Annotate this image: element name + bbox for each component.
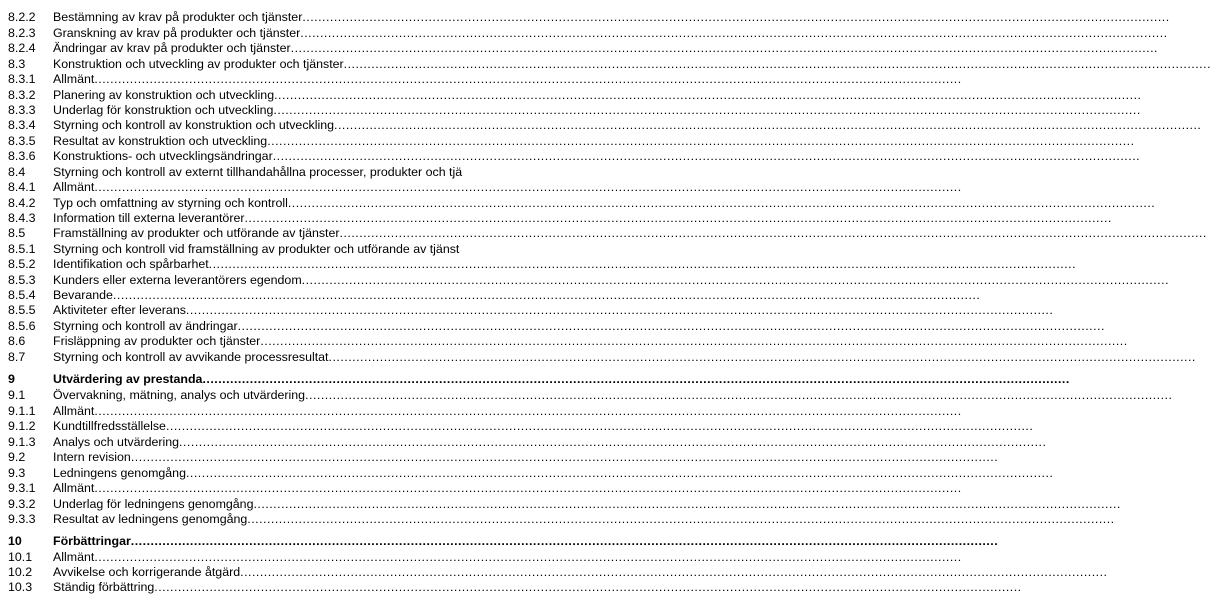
toc-entry-title: Underlag för konstruktion och utveckling <box>53 103 274 117</box>
toc-entry-title-line <box>53 579 1022 595</box>
toc-entry-title-line <box>53 496 1121 512</box>
toc-entry-title-line <box>53 511 1115 527</box>
toc-entry-number: 8.4.3 <box>8 211 36 225</box>
toc-dot-leader: ............................................................................................................................................................................................................................ <box>130 450 999 464</box>
toc-entry-title-line <box>53 133 1135 149</box>
toc-entry-title: Bevarande <box>53 288 113 302</box>
toc-entry-title: Ständig förbättring <box>53 580 155 594</box>
toc-entry[interactable] <box>0 418 1034 434</box>
toc-dot-leader: ............................................................................................................................................................................................................................ <box>112 288 981 302</box>
toc-entry[interactable] <box>0 333 1128 349</box>
toc-entry-number: 8.5.1 <box>8 242 36 256</box>
toc-entry-title-line <box>53 87 1142 103</box>
toc-entry-title-line <box>53 272 1170 288</box>
toc-dot-leader: ............................................................................................................................................................................................................................ <box>343 57 1211 71</box>
toc-entry-number: 8.2.2 <box>8 10 36 24</box>
toc-entry-number: 9.3.1 <box>8 481 36 495</box>
toc-entry-number: 8.2.3 <box>8 26 36 40</box>
toc-entry-number: 8.5.6 <box>8 319 36 333</box>
toc-entry[interactable] <box>0 434 1047 450</box>
toc-entry-title: Allmänt <box>53 180 95 194</box>
toc-entry[interactable] <box>0 148 1141 164</box>
toc-entry-title: Konstruktion och utveckling av produkter och tjänster <box>53 57 344 71</box>
toc-entry[interactable] <box>0 71 962 87</box>
toc-entry-title-line <box>53 318 1105 334</box>
toc-entry-number: 8.3.6 <box>8 149 36 163</box>
toc-entry-title: Framställning av produkter och utförande av tjänster <box>53 226 340 240</box>
toc-dot-leader: ............................................................................................................................................................................................................................ <box>247 512 1115 526</box>
toc-entry-title-line <box>53 25 1168 41</box>
toc-entry[interactable] <box>0 349 1196 365</box>
toc-entry[interactable] <box>0 449 999 465</box>
toc-entry-title: Styrning och kontroll vid framställning av produkter och utförande av tjänst <box>53 242 460 256</box>
toc-entry[interactable] <box>0 117 1202 133</box>
toc-entry-title-line <box>53 256 1077 272</box>
toc-entry-title: Frisläppning av produkter och tjänster <box>53 334 261 348</box>
toc-entry-title: Styrning och kontroll av ändringar <box>53 319 238 333</box>
toc-entry-title-line <box>53 465 1054 481</box>
toc-entry-title: Allmänt <box>53 481 95 495</box>
toc-entry-number: 9.3 <box>8 466 26 480</box>
toc-entry-number: 8.3.3 <box>8 103 36 117</box>
toc-dot-leader: ............................................................................................................................................................................................................................ <box>179 435 1047 449</box>
toc-entry-title-line <box>53 164 491 180</box>
toc-entry-number: 10.2 <box>8 565 33 579</box>
toc-dot-leader: ............................................................................................................................................................................................................................ <box>165 419 1034 433</box>
toc-entry[interactable] <box>0 56 1211 72</box>
toc-entry-title: Styrning och kontroll av konstruktion och utveckling <box>53 118 334 132</box>
toc-entry[interactable] <box>0 9 1170 25</box>
toc-entry[interactable] <box>0 25 1168 41</box>
toc-entry-number: 9.1.3 <box>8 435 36 449</box>
toc-dot-leader: ............................................................................................................................................................................................................................ <box>300 26 1168 40</box>
toc-dot-leader: ............................................................................................................................................................................................................................ <box>94 72 962 86</box>
toc-entry-number: 10 <box>8 534 22 548</box>
toc-entry-title-line <box>53 148 1141 164</box>
toc-entry[interactable] <box>0 549 962 565</box>
toc-entry-title-line <box>53 564 1108 580</box>
toc-dot-leader: ............................................................................................................................................................................................................................ <box>267 134 1135 148</box>
toc-entry-title-line <box>53 349 1196 365</box>
toc-entry-title-line <box>53 403 962 419</box>
toc-entry-number: 8.3.4 <box>8 118 36 132</box>
toc-entry-title: Allmänt <box>53 404 95 418</box>
toc-entry[interactable] <box>0 195 1156 211</box>
toc-entry-number: 9.2 <box>8 450 26 464</box>
toc-dot-leader: ............................................................................................................................................................................................................................ <box>202 372 1070 386</box>
toc-entry-title: Allmänt <box>53 72 95 86</box>
toc-entry-number: 8.4 <box>8 165 26 179</box>
toc-entry-title-line <box>53 195 1156 211</box>
toc-dot-leader: ............................................................................................................................................................................................................................ <box>94 180 962 194</box>
toc-entry-title-line <box>53 418 1034 434</box>
toc-entry-number: 8.6 <box>8 334 26 348</box>
toc-dot-leader: ............................................................................................................................................................................................................................ <box>301 273 1170 287</box>
toc-entry-title-line <box>53 449 999 465</box>
toc-entry-title: Styrning och kontroll av externt tillhandahållna processer, produkter och tjä <box>53 165 463 179</box>
toc-dot-leader: ............................................................................................................................................................................................................................ <box>287 196 1156 210</box>
toc-entry-number: 8.5.4 <box>8 288 36 302</box>
toc-entry-number: 8.5.3 <box>8 273 36 287</box>
toc-entry-title: Styrning och kontroll av avvikande processresultat <box>53 350 329 364</box>
toc-entry[interactable] <box>0 318 1105 334</box>
toc-entry-title: Övervakning, mätning, analys och utvärdering <box>53 388 306 402</box>
toc-entry-title-line <box>53 210 1112 226</box>
toc-entry-title-line <box>53 9 1170 25</box>
toc-dot-leader: ............................................................................................................................................................................................................................ <box>154 580 1022 594</box>
toc-entry-number: 8.5 <box>8 226 26 240</box>
toc-entry[interactable] <box>0 302 1054 318</box>
toc-entry[interactable] <box>0 256 1077 272</box>
toc-entry[interactable] <box>0 579 1022 595</box>
toc-entry[interactable] <box>0 210 1112 226</box>
toc-entry-title-line <box>53 102 1141 118</box>
toc-entry[interactable] <box>0 287 981 303</box>
toc-dot-leader: ............................................................................................................................................................................................................................ <box>94 404 962 418</box>
toc-entry[interactable] <box>0 533 999 549</box>
toc-dot-leader: ............................................................................................................................................................................................................................ <box>94 550 962 564</box>
toc-entry-number: 9.3.2 <box>8 497 36 511</box>
toc-entry-number: 8.3.1 <box>8 72 36 86</box>
toc-dot-leader: ............................................................................................................................................................................................................................ <box>328 350 1196 364</box>
toc-entry-title-line <box>53 225 1207 241</box>
toc-entry-title: Information till externa leverantörer <box>53 211 245 225</box>
toc-entry-number: 8.3.2 <box>8 88 36 102</box>
toc-entry[interactable] <box>0 272 1170 288</box>
toc-entry-title: Intern revision <box>53 450 131 464</box>
toc-entry-number: 9.1 <box>8 388 26 402</box>
toc-entry-title: Aktiviteter efter leverans <box>53 303 186 317</box>
toc-entry-title: Ledningens genomgång <box>53 466 186 480</box>
toc-entry[interactable] <box>0 179 962 195</box>
toc-entry-title: Utvärdering av prestanda <box>53 372 203 386</box>
toc-entry-title-line <box>53 40 1158 56</box>
toc-entry-number: 9.1.1 <box>8 404 36 418</box>
toc-entry-title-line <box>53 287 981 303</box>
toc-entry-title: Identifikation och spårbarhet <box>53 257 209 271</box>
toc-dot-leader: ............................................................................................................................................................................................................................ <box>94 481 962 495</box>
toc-dot-leader: ............................................................................................................................................................................................................................ <box>334 118 1202 132</box>
toc-entry-number: 8.5.5 <box>8 303 36 317</box>
toc-dot-leader: ............................................................................................................................................................................................................................ <box>272 149 1141 163</box>
toc-entry[interactable] <box>0 133 1135 149</box>
toc-entry-title-line <box>53 179 962 195</box>
toc-dot-leader: ............................................................................................................................................................................................................................ <box>260 334 1128 348</box>
toc-dot-leader: ............................................................................................................................................................................................................................ <box>274 88 1142 102</box>
toc-entry-number: 10.3 <box>8 580 33 594</box>
toc-entry-number: 8.4.2 <box>8 196 36 210</box>
toc-entry-title-line <box>53 333 1128 349</box>
toc-entry-number: 8.7 <box>8 350 26 364</box>
toc-entry[interactable] <box>0 241 491 257</box>
toc-dot-leader: ............................................................................................................................................................................................................................ <box>290 41 1158 55</box>
toc-entry-title-line <box>53 549 962 565</box>
toc-entry[interactable] <box>0 225 1207 241</box>
toc-dot-leader: ............................................................................................................................................................................................................................ <box>273 103 1141 117</box>
toc-dot-leader: ............................................................................................................................................................................................................................ <box>253 497 1121 511</box>
toc-entry-title-line <box>53 71 962 87</box>
toc-entry-title: Planering av konstruktion och utveckling <box>53 88 275 102</box>
toc-entry-title: Underlag för ledningens genomgång <box>53 497 254 511</box>
toc-entry-title: Förbättringar <box>53 534 131 548</box>
toc-entry[interactable] <box>0 511 1115 527</box>
toc-dot-leader: ............................................................................................................................................................................................................................ <box>240 565 1108 579</box>
toc-entry[interactable] <box>0 40 1158 56</box>
toc-dot-leader: ............................................................................................................................................................................................................................ <box>208 257 1077 271</box>
toc-entry-number: 8.5.2 <box>8 257 36 271</box>
toc-entry-number: 8.4.1 <box>8 180 36 194</box>
toc-entry[interactable] <box>0 465 1054 481</box>
toc-entry-title-line <box>53 480 962 496</box>
toc-entry-number: 10.1 <box>8 550 33 564</box>
toc-entry-title: Ändringar av krav på produkter och tjänster <box>53 41 291 55</box>
toc-entry-title: Typ och omfattning av styrning och kontroll <box>53 196 288 210</box>
toc-entry-title: Avvikelse och korrigerande åtgärd <box>53 565 241 579</box>
toc-entry-title: Konstruktions- och utvecklingsändringar <box>53 149 273 163</box>
toc-entry-title-line <box>53 56 1211 72</box>
toc-dot-leader: ............................................................................................................................................................................................................................ <box>130 534 999 548</box>
toc-entry-title: Allmänt <box>53 550 95 564</box>
toc-entry[interactable] <box>0 102 1141 118</box>
toc-entry-title-line <box>53 371 1070 387</box>
toc-entry-number: 9 <box>8 372 15 386</box>
toc-entry-title-line <box>53 117 1202 133</box>
toc-entry-title-line <box>53 241 491 257</box>
toc-entry-title: Kundtillfredsställelse <box>53 419 166 433</box>
toc-entry[interactable] <box>0 371 1070 387</box>
toc-entry-title: Granskning av krav på produkter och tjänster <box>53 26 301 40</box>
toc-dot-leader: ............................................................................................................................................................................................................................ <box>237 319 1105 333</box>
toc-dot-leader: ............................................................................................................................................................................................................................ <box>244 211 1112 225</box>
toc-entry[interactable] <box>0 387 1173 403</box>
toc-entry-number: 8.3.5 <box>8 134 36 148</box>
toc-dot-leader: ............................................................................................................................................................................................................................ <box>302 10 1170 24</box>
toc-entry-number: 8.2.4 <box>8 41 36 55</box>
toc-entry-title: Analys och utvärdering <box>53 435 180 449</box>
toc-entry-title: Resultat av ledningens genomgång <box>53 512 248 526</box>
toc-entry-title-line <box>53 387 1173 403</box>
toc-entry-number: 9.1.2 <box>8 419 36 433</box>
toc-dot-leader: ............................................................................................................................................................................................................................ <box>185 466 1054 480</box>
toc-entry-title: Kunders eller externa leverantörers egendom <box>53 273 302 287</box>
toc-entry[interactable] <box>0 564 1108 580</box>
toc-entry-title-line <box>53 302 1054 318</box>
toc-entry[interactable] <box>0 403 962 419</box>
toc-entry[interactable] <box>0 164 491 180</box>
toc-entry-number: 8.3 <box>8 57 26 71</box>
toc-dot-leader: ............................................................................................................................................................................................................................ <box>339 226 1207 240</box>
toc-entry-number: 9.3.3 <box>8 512 36 526</box>
toc-entry[interactable] <box>0 496 1121 512</box>
toc-entry[interactable] <box>0 87 1142 103</box>
toc-entry-title-line <box>53 533 999 549</box>
toc-dot-leader: ............................................................................................................................................................................................................................ <box>305 388 1173 402</box>
toc-dot-leader: ............................................................................................................................................................................................................................ <box>185 303 1054 317</box>
toc-entry-title: Bestämning av krav på produkter och tjänster <box>53 10 303 24</box>
toc-entry[interactable] <box>0 480 962 496</box>
toc-entry-title: Resultat av konstruktion och utveckling <box>53 134 268 148</box>
toc-entry-title-line <box>53 434 1047 450</box>
